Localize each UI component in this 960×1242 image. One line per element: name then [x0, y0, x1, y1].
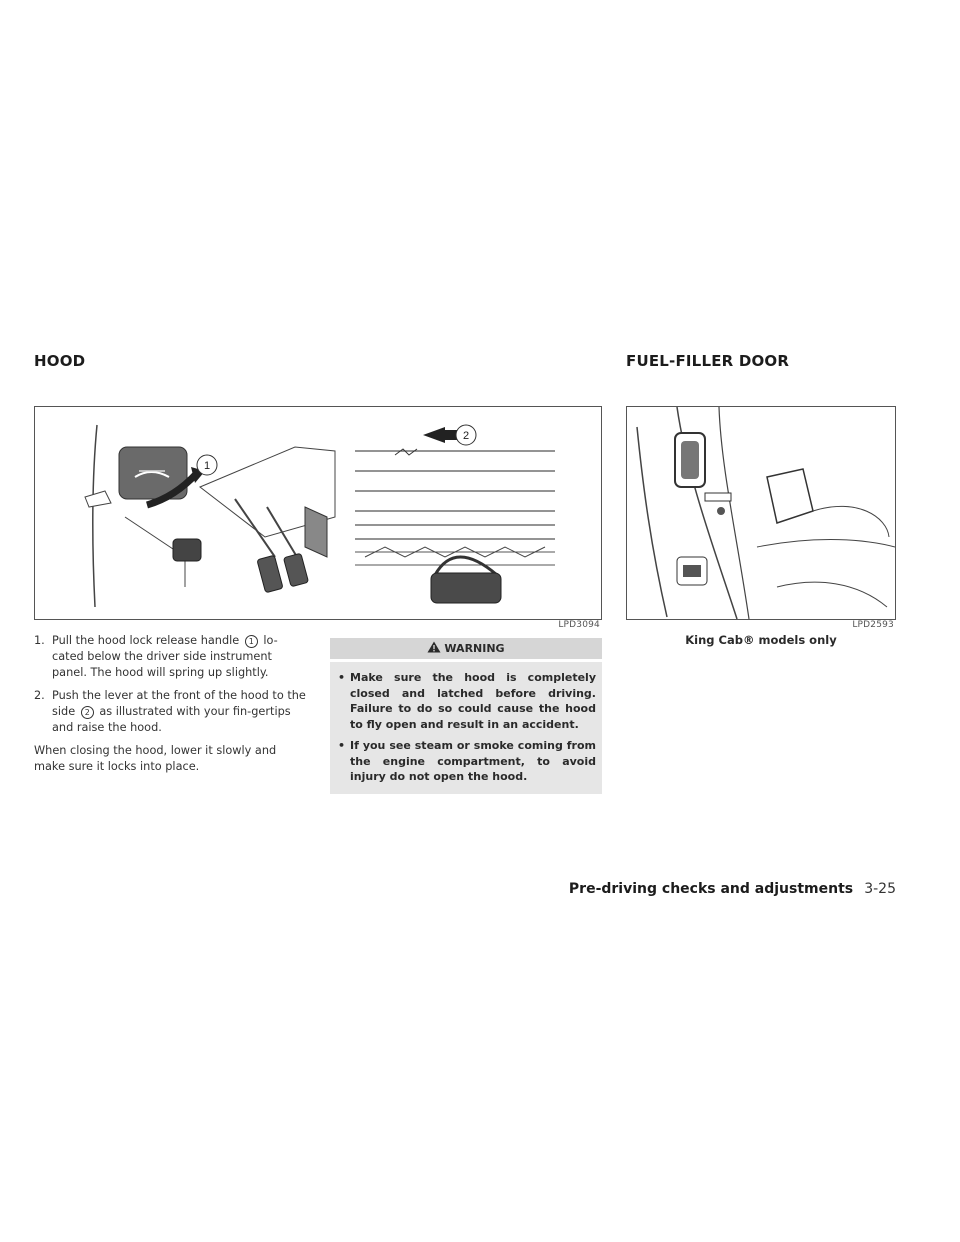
step-text-post: as illustrated with your fin-gertips and raise the hood. — [52, 705, 291, 734]
warning-item-text: Make sure the hood is completely closed and latched before driving. Failure to do so could cause the hood to fly open and result in an accident. — [350, 671, 596, 731]
step-number: 2. — [34, 689, 45, 702]
page-number: 3-25 — [864, 881, 896, 897]
hood-step-1 — [34, 633, 308, 681]
page-footer — [560, 878, 896, 897]
callout-2-label: 2 — [462, 430, 470, 442]
ref-2-badge: 2 — [81, 706, 94, 719]
warning-title: WARNING — [444, 642, 505, 655]
closing-paragraph: When closing the hood, lower it slowly and make sure it locks into place. — [34, 744, 277, 773]
chapter-title: Pre-driving checks and adjustments — [568, 881, 854, 897]
hood-step-2 — [34, 688, 308, 736]
warning-item — [336, 670, 596, 732]
hood-instructions — [34, 633, 308, 775]
warning-body — [330, 662, 602, 794]
fuel-figure-caption: King Cab® models only — [685, 633, 837, 647]
fuel-filler-drawing — [627, 407, 895, 619]
step-number: 1. — [34, 634, 45, 647]
hood-figure-code: LPD3094 — [558, 620, 600, 630]
step-text-pre: Pull the hood lock release handle — [52, 634, 240, 647]
hood-release-illustration — [34, 406, 602, 620]
ref-1-badge: 1 — [245, 635, 258, 648]
warning-header — [330, 638, 602, 659]
hood-release-drawing — [35, 407, 601, 619]
warning-item — [336, 738, 596, 785]
hood-section-title: HOOD — [34, 352, 86, 370]
callout-1-label: 1 — [203, 460, 211, 472]
warning-box — [330, 638, 602, 794]
warning-item-text: If you see steam or smoke coming from the engine compartment, to avoid injury do not open the hood. — [350, 739, 596, 783]
warning-triangle-icon — [427, 641, 441, 653]
step-text-pre: Push the lever at the front of the hood to the side — [52, 689, 306, 718]
step-text-post: lo-cated below the driver side instrument panel. The hood will spring up slightly. — [52, 634, 278, 679]
fuel-figure-code: LPD2593 — [852, 620, 894, 630]
fuel-filler-door-illustration — [626, 406, 896, 620]
fuel-filler-section-title: FUEL-FILLER DOOR — [626, 352, 790, 370]
bullet-icon: • — [338, 739, 346, 752]
bullet-icon: • — [338, 671, 346, 684]
